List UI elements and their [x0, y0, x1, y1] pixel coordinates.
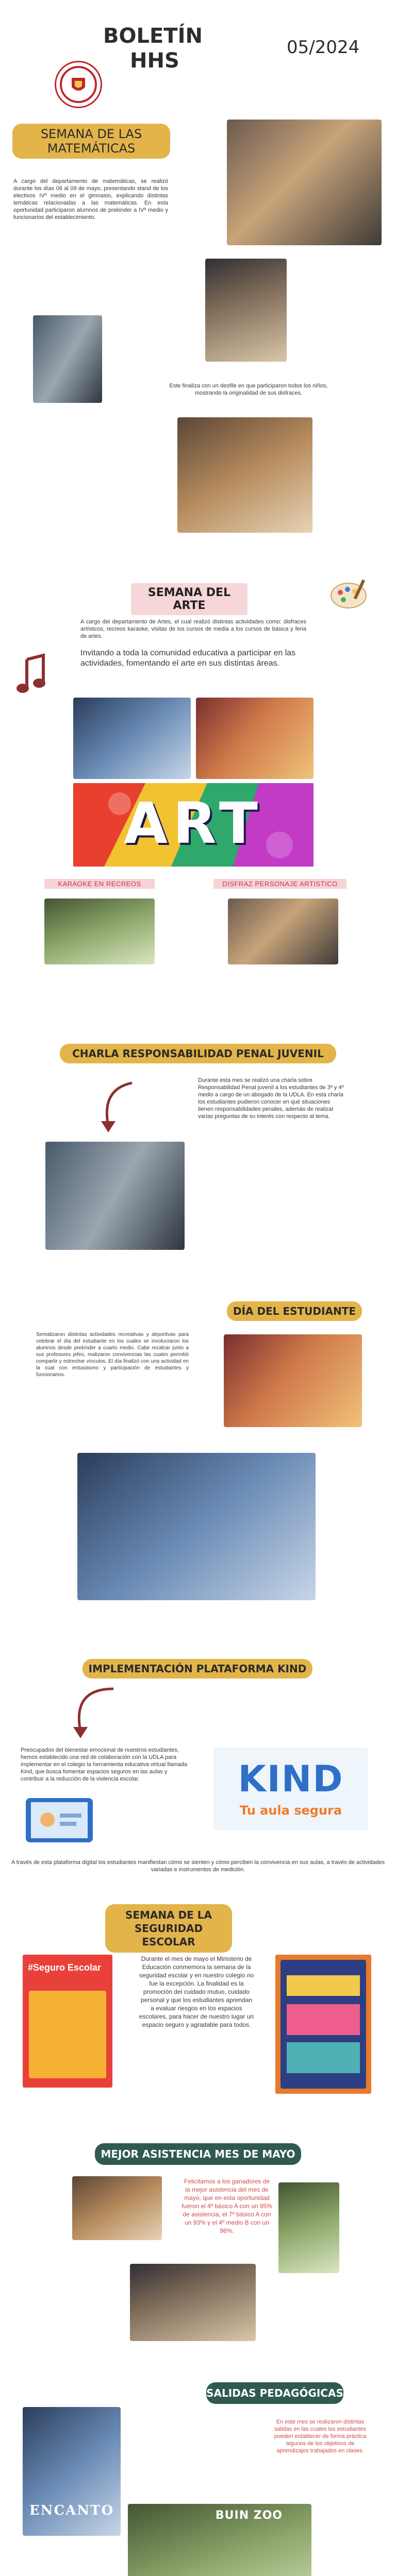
math-heading: SEMANA DE LAS MATEMÁTICAS — [12, 124, 170, 159]
label-disfraz: DISFRAZ PERSONAJE ARTISTICO — [213, 879, 346, 889]
asistencia-photo-2 — [278, 2182, 339, 2273]
salidas-photo-zoo-text: BUIN ZOO — [215, 2509, 283, 2522]
disfraz-photo — [228, 899, 338, 964]
seguridad-poster-title: #Seguro Escolar — [28, 1962, 102, 1973]
curved-arrow-icon-2 — [62, 1684, 119, 1740]
curved-arrow-icon — [96, 1079, 137, 1136]
salidas-heading: SALIDAS PEDAGÓGICAS — [206, 2382, 343, 2404]
charla-heading: CHARLA RESPONSABILIDAD PENAL JUVENIL — [60, 1044, 336, 1063]
karaoke-photo — [44, 899, 155, 964]
kind-footer: A través de esta plataforma digital los estudiantes manifiestan cómo se sienten y cómo perciben la convivencia en sus aulas, a través de actividades variadas e instrumentos de medición. — [11, 1859, 385, 1873]
art-photo-2 — [196, 698, 314, 779]
newsletter-title-line2: HHS — [130, 49, 179, 73]
seguridad-heading: SEMANA DE LA SEGURIDAD ESCOLAR — [105, 1904, 232, 1953]
label-karaoke: KARAOKE EN RECREOS — [44, 879, 155, 889]
newsletter-title-line1: BOLETÍN — [103, 24, 203, 48]
asistencia-photo-3 — [130, 2264, 256, 2341]
seguridad-poster-left — [23, 1955, 112, 2088]
salidas-photo-encanto — [23, 2407, 121, 2536]
issue-date: 05/2024 — [287, 37, 360, 58]
estudiante-heading: DÍA DEL ESTUDIANTE — [227, 1301, 362, 1321]
estudiante-photo-1 — [224, 1334, 362, 1427]
kind-heading: IMPLEMENTACIÓN PLATAFORMA KIND — [82, 1659, 312, 1679]
math-body: A cargo del departamento de matemáticas, se realizó durante los días 06 al 09 de mayo, presentando stand de los electivos IVº medio en el gimnasio, explicando distintas temáticas relacionadas a las matemáticas. En esta oportunidad participaron alumnos de prekinder a IVº medio y funcionarios del establecimiento. — [13, 178, 168, 221]
kind-logo-text: KIND — [238, 1758, 344, 1800]
kind-logo-tagline: Tu aula segura — [239, 1803, 342, 1818]
math-photo-disguises — [227, 120, 382, 245]
seguridad-poster-right — [275, 1955, 371, 2094]
asistencia-photo-1 — [72, 2176, 162, 2240]
art-banner — [73, 783, 314, 867]
asistencia-heading: MEJOR ASISTENCIA MES DE MAYO — [95, 2143, 301, 2165]
kind-body: Preocupados del bienestar emocional de nuestros estudiantes, hemos establecido una red de colaboración con la UDLA para implementar en el colegio la herramienta educativa virtual llamada Kind, que busca fomentar espacios seguros en las aulas y contribuir a la reducción de la violencia escolar. — [21, 1747, 187, 1782]
art-photo-1 — [73, 698, 191, 779]
palette-icon — [328, 576, 372, 612]
charla-photo — [45, 1142, 185, 1250]
school-logo — [55, 61, 102, 108]
salidas-photo-encanto-text: ENCANTO — [29, 2503, 114, 2518]
art-body-small: A cargo del departamento de Artes, el cual realizó distintas actividades como: disfraces artísticos, recreos karaoke, visitas de los cursos de media a los cursos de básica y feria de artes. — [80, 619, 306, 639]
estudiante-photo-2 — [77, 1453, 316, 1600]
art-body-large: Invitando a toda la comunidad educativa a participar en las actividades, fomentando el arte en sus distintas áreas. — [80, 649, 296, 668]
art-heading: SEMANA DEL ARTE — [131, 583, 248, 615]
asistencia-body: Felicitamos a los ganadores de la mejor asistencia del mes de mayo, que en esta oportunidad fueron el 4º básico A con un 95% de asistencia, el 7º básico A con un 93% y el 4º medio B con un 96%. — [182, 2178, 272, 2234]
math-photo-dice — [205, 259, 287, 362]
music-note-icon — [15, 653, 46, 700]
math-photo-stand — [33, 315, 102, 403]
charla-body: Durante esta mes se realizó una charla sobre Responsabilidad Penal juvenil a los estudiantes de 3º y 4º medio a cargo de un abogado de la UDLA. En esta charla los estudiantes pudieron conocer en qué situaciones tienen responsabilidades penales, además de realizar varias preguntas de su interés con respecto al tema. — [198, 1077, 344, 1120]
kind-tablet-illustration — [21, 1793, 98, 1850]
seguridad-body: Durante el mes de mayo el Ministerio de Educación conmemora la semana de la seguridad escolar y en nuestro colegio no fue la excepción. La finalidad es la promoción del cuidado mutuo, cuidado personal y que los estudiantes aprendan a evaluar riesgos en los espacios escolares, para hacer de nuestro lugar un espacio seguro y agradable para todos. — [139, 1955, 254, 2028]
math-caption: Este finaliza con un desfile en que participaron todos los niños, mostrando la originalidad de sus disfraces. — [169, 383, 328, 396]
salidas-photo-zoo — [128, 2504, 311, 2576]
art-banner-text: ART — [124, 790, 263, 856]
salidas-body: En este mes se realizaron distintas salidas en las cuales los estudiantes pueden establecer de forma práctica algunos de los objetivos de aprendizajes trabajados en clases. — [274, 2419, 367, 2454]
kind-logo — [213, 1748, 368, 1830]
crest-icon — [56, 62, 101, 107]
math-photo-parade — [177, 417, 312, 533]
estudiante-body: Serealizaron distintas actividades recreativas y deportivas para celebrar el día del estudiante en los cuales se involucraron los alumnos desde prekínder a cuarto medio. Cabe recalcar junto a sus profesores jefes, realizaron convivencias las cuales permitió compartir y estrechar vínculos. El día finalizó con una actividad en la cual con entusiasmo y participación de estudiantes y funcionarios. — [36, 1332, 189, 1378]
